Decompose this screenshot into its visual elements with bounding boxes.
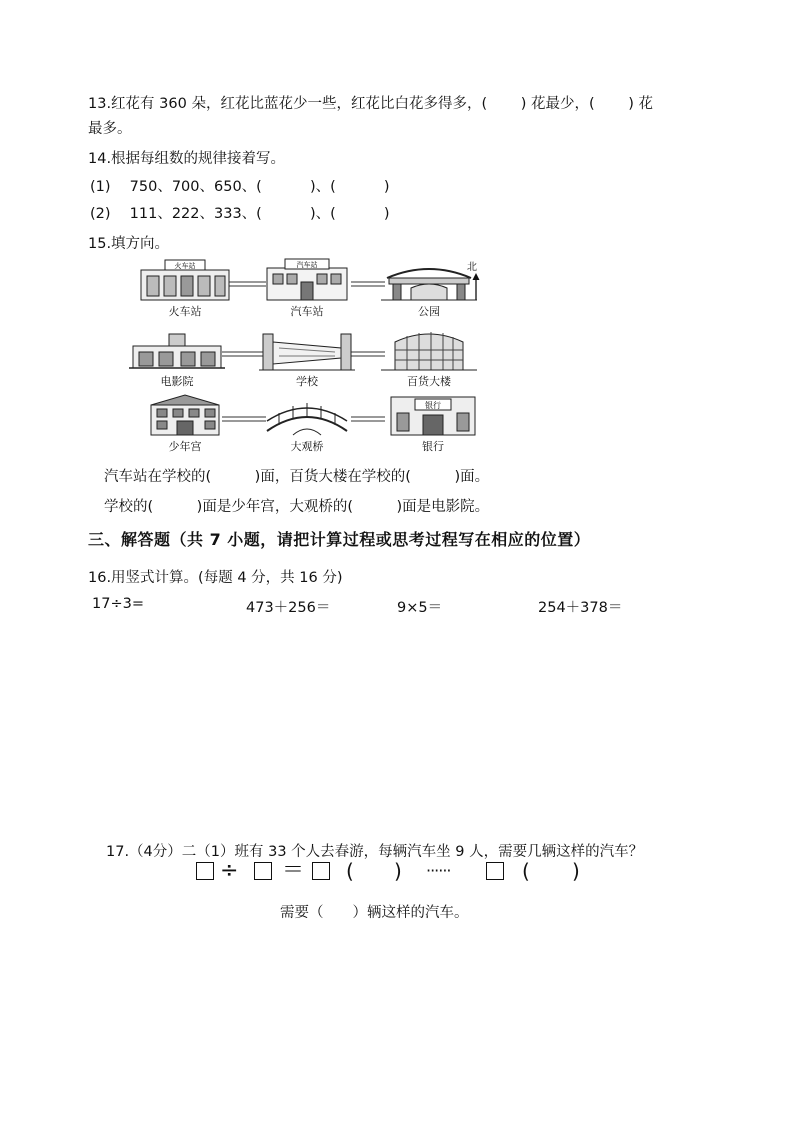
place-youth-palace <box>137 393 233 451</box>
connector-line <box>351 415 385 423</box>
label-park: 公园 <box>418 305 440 318</box>
label-train-station: 火车站 <box>168 305 202 318</box>
label-department-store: 百货大楼 <box>407 375 451 388</box>
blank-box[interactable] <box>254 862 272 880</box>
direction-map <box>125 258 495 458</box>
q15-sentence-2: 学校的( )面是少年宫，大观桥的( )面是电影院。 <box>104 499 490 515</box>
q15-title: 15.填方向。 <box>88 236 170 252</box>
remainder-dots: ······ <box>426 861 451 880</box>
department-store-icon <box>381 328 477 372</box>
place-bus-station <box>259 258 355 316</box>
label-bank: 银行 <box>422 440 444 453</box>
q14-title: 14.根据每组数的规律接着写。 <box>88 151 286 167</box>
q16-problem-1: 17÷3= <box>92 596 144 612</box>
blank-box[interactable] <box>196 862 214 880</box>
q15-sentence-1: 汽车站在学校的( )面，百货大楼在学校的( )面。 <box>104 469 490 485</box>
place-daguan-bridge <box>259 393 355 451</box>
blank-box[interactable] <box>486 862 504 880</box>
place-bank <box>385 393 481 451</box>
q17-question: 17.（4分）二（1）班有 33 个人去春游，每辆汽车坐 9 人，需要几辆这样的汽车？ <box>106 844 644 860</box>
q13-line1: 13.红花有 360 朵，红花比蓝花少一些，红花比白花多得多，( ) 花最少，( ) 花 <box>88 96 654 112</box>
close-paren: ) <box>394 859 402 883</box>
open-paren: ( <box>346 859 354 883</box>
place-park <box>381 258 477 316</box>
q16-title: 16.用竖式计算。(每题 4 分，共 16 分) <box>88 570 343 586</box>
label-daguan-bridge: 大观桥 <box>290 440 324 453</box>
division-sign: ÷ <box>220 858 239 883</box>
train-station-sign: 火车站 <box>174 262 196 270</box>
label-cinema: 电影院 <box>160 375 194 388</box>
label-bus-station: 汽车站 <box>290 305 324 318</box>
north-label: 北 <box>467 262 477 273</box>
bank-icon <box>385 393 481 437</box>
label-school: 学校 <box>296 375 318 388</box>
school-icon <box>259 328 355 372</box>
bus-station-sign: 汽车站 <box>296 261 318 269</box>
place-department-store <box>381 328 477 386</box>
place-cinema <box>129 328 225 386</box>
equals-sign: ＝ <box>282 858 305 883</box>
blank-box[interactable] <box>312 862 330 880</box>
place-school <box>259 328 355 386</box>
open-paren: ( <box>522 859 530 883</box>
q16-problem-3: 9×5＝ <box>397 600 443 616</box>
cinema-icon <box>129 328 225 372</box>
close-paren: ) <box>572 859 580 883</box>
train-station-icon <box>137 258 233 302</box>
place-train-station <box>137 258 233 316</box>
q14-item-1: (1) 750、700、650、( )、( ) <box>90 179 390 195</box>
q17-answer: 需要（ ）辆这样的汽车。 <box>280 905 469 921</box>
bridge-icon <box>259 393 355 437</box>
bank-sign: 银行 <box>425 401 441 410</box>
q16-problem-4: 254＋378＝ <box>538 600 623 616</box>
youth-palace-icon <box>137 393 233 437</box>
bus-station-icon <box>259 258 355 302</box>
connector-line <box>351 280 385 288</box>
label-youth-palace: 少年宫 <box>168 440 202 453</box>
park-gate-icon <box>381 258 477 302</box>
q14-item-2: (2) 111、222、333、( )、( ) <box>90 206 390 222</box>
q16-problem-2: 473＋256＝ <box>246 600 331 616</box>
section-3-heading: 三、解答题（共 7 小题，请把计算过程或思考过程写在相应的位置） <box>88 530 591 549</box>
q13-line2: 最多。 <box>88 121 132 137</box>
connector-line <box>351 350 385 358</box>
